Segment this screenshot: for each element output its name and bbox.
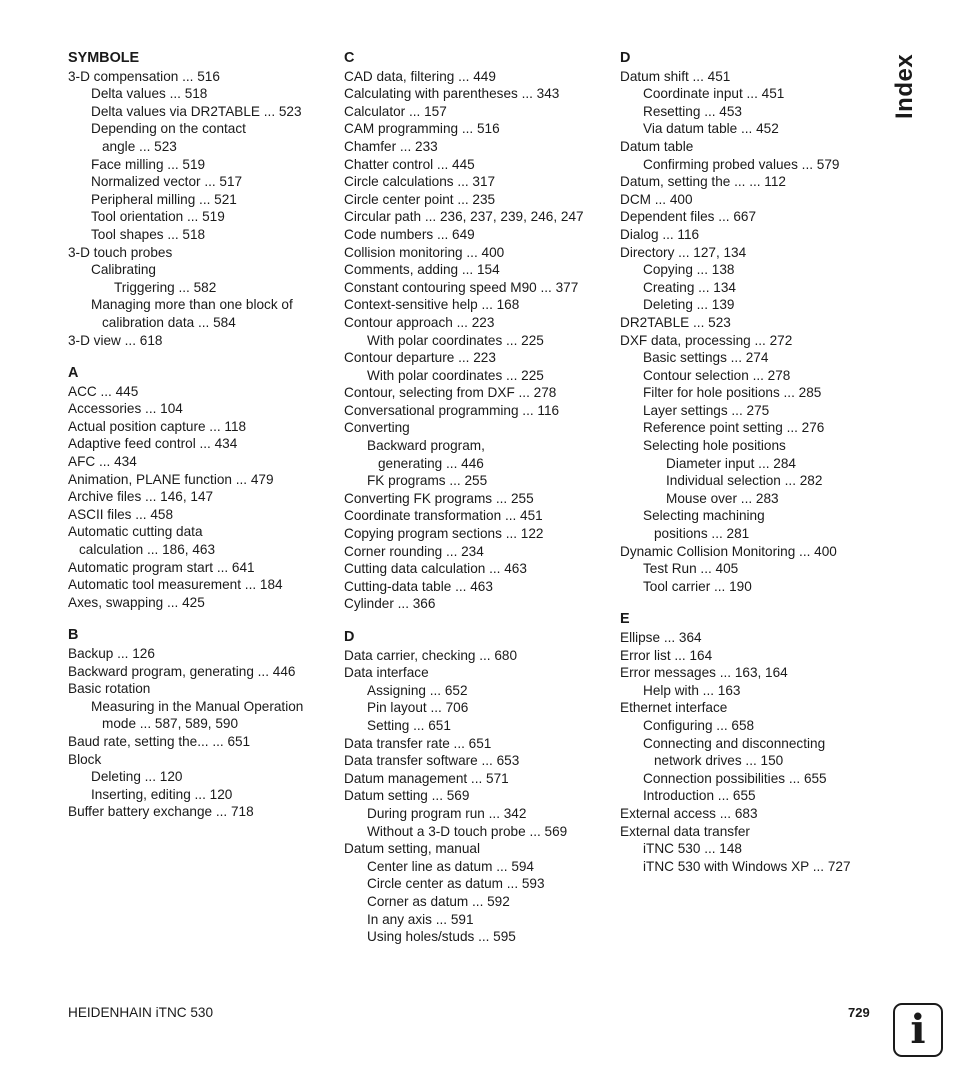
index-entry: Diameter input ... 284 <box>666 455 796 471</box>
index-entry-continuation: generating ... 446 <box>378 455 484 471</box>
index-entry: Calibrating <box>91 262 156 278</box>
index-entry: Ellipse ... 364 <box>620 630 702 645</box>
index-entry-continuation: angle ... 523 <box>102 138 177 154</box>
index-entry-continuation: positions ... 281 <box>654 526 750 542</box>
index-entry: Converting <box>344 420 410 436</box>
index-entry: Via datum table ... 452 <box>643 121 779 137</box>
info-icon: i <box>893 1003 943 1057</box>
index-entry: AFC ... 434 <box>68 454 137 470</box>
index-entry: Reference point setting ... 276 <box>643 420 825 436</box>
index-entry: Pin layout ... 706 <box>367 700 469 716</box>
index-entry: External access ... 683 <box>620 805 758 821</box>
index-entry: Context-sensitive help ... 168 <box>344 297 520 313</box>
index-entry: Backup ... 126 <box>68 646 155 661</box>
index-entry: Datum setting ... 569 <box>344 788 470 804</box>
index-entry: CAM programming ... 516 <box>344 121 500 137</box>
section-heading: A <box>68 365 79 382</box>
index-entry: Measuring in the Manual Operation <box>91 698 304 714</box>
index-entry: Error messages ... 163, 164 <box>620 665 788 681</box>
index-entry: Copying ... 138 <box>643 262 735 278</box>
index-entry: In any axis ... 591 <box>367 911 474 927</box>
section-heading: B <box>68 627 79 644</box>
index-entry: Chamfer ... 233 <box>344 138 438 154</box>
index-entry: Actual position capture ... 118 <box>68 418 247 434</box>
index-entry: Setting ... 651 <box>367 717 451 733</box>
index-entry: Confirming probed values ... 579 <box>643 156 840 172</box>
index-entry: Filter for hole positions ... 285 <box>643 385 822 401</box>
index-entry: Basic settings ... 274 <box>643 350 769 366</box>
index-entry: Automatic program start ... 641 <box>68 559 255 575</box>
index-entry: Inserting, editing ... 120 <box>91 786 233 802</box>
index-section <box>344 629 609 946</box>
index-entry: Code numbers ... 649 <box>344 226 475 242</box>
index-entry: CAD data, filtering ... 449 <box>344 68 496 84</box>
index-entry: External data transfer <box>620 823 750 839</box>
index-entry: Ethernet interface <box>620 700 728 716</box>
index-entry: Connection possibilities ... 655 <box>643 770 827 786</box>
index-entry-continuation: calibration data ... 584 <box>102 314 236 330</box>
index-entry: 3-D touch probes <box>68 244 173 260</box>
index-entry: Individual selection ... 282 <box>666 473 823 489</box>
index-entry: Test Run ... 405 <box>643 561 739 577</box>
index-entry: Automatic tool measurement ... 184 <box>68 577 283 593</box>
index-entry: Animation, PLANE function ... 479 <box>68 471 274 487</box>
index-entry: Creating ... 134 <box>643 279 736 295</box>
index-entry: Collision monitoring ... 400 <box>344 244 505 260</box>
index-entry: Contour departure ... 223 <box>344 350 496 366</box>
index-entry: Depending on the contact <box>91 121 246 137</box>
index-entry: Contour selection ... 278 <box>643 367 791 383</box>
index-entry: Datum, setting the ... ... 112 <box>620 174 786 190</box>
section-heading: E <box>620 611 630 628</box>
index-entry: Datum setting, manual <box>344 841 481 857</box>
index-entry: Datum table <box>620 138 694 154</box>
index-entry: Basic rotation <box>68 681 151 697</box>
index-entry: Comments, adding ... 154 <box>344 262 500 278</box>
index-entry: Circle center as datum ... 593 <box>367 876 545 892</box>
index-entry: Configuring ... 658 <box>643 717 755 733</box>
index-entry: Peripheral milling ... 521 <box>91 191 237 207</box>
index-entry: Calculator ... 157 <box>344 103 447 119</box>
index-entry: Cutting-data table ... 463 <box>344 578 493 594</box>
index-entry: Data transfer rate ... 651 <box>344 735 492 751</box>
index-section <box>344 50 609 613</box>
index-entry: Dependent files ... 667 <box>620 209 757 225</box>
index-entry: Coordinate transformation ... 451 <box>344 508 543 524</box>
index-entry: FK programs ... 255 <box>367 473 488 489</box>
index-entry: Tool orientation ... 519 <box>91 209 225 225</box>
index-entry: Using holes/studs ... 595 <box>367 929 516 945</box>
index-entry-continuation: network drives ... 150 <box>654 753 784 769</box>
index-entry: Datum management ... 571 <box>344 770 509 786</box>
index-entry: Backward program, generating ... 446 <box>68 663 296 679</box>
index-entry: Layer settings ... 275 <box>643 402 770 418</box>
index-entry: Circle calculations ... 317 <box>344 174 496 190</box>
index-entry: Resetting ... 453 <box>643 103 742 119</box>
index-entry: Managing more than one block of <box>91 297 293 313</box>
index-entry-continuation: calculation ... 186, 463 <box>79 542 216 558</box>
index-entry: Normalized vector ... 517 <box>91 174 243 190</box>
index-entry: ACC ... 445 <box>68 383 139 399</box>
index-entry: Datum shift ... 451 <box>620 68 731 84</box>
index-entry: Dynamic Collision Monitoring ... 400 <box>620 543 837 559</box>
index-entry: Block <box>68 751 102 767</box>
section-heading: C <box>344 50 355 66</box>
index-entry: Chatter control ... 445 <box>344 156 475 172</box>
index-entry: Selecting hole positions <box>643 438 786 454</box>
index-entry: Automatic cutting data <box>68 524 203 540</box>
index-entry: Coordinate input ... 451 <box>643 86 785 102</box>
index-entry: Cylinder ... 366 <box>344 596 436 612</box>
index-entry: Delta values via DR2TABLE ... 523 <box>91 103 302 119</box>
index-entry: Constant contouring speed M90 ... 377 <box>344 279 579 295</box>
index-entry: ASCII files ... 458 <box>68 506 174 522</box>
index-entry: Corner rounding ... 234 <box>344 543 484 559</box>
index-entry: Help with ... 163 <box>643 682 741 698</box>
page-number: 729 <box>848 1005 870 1020</box>
index-entry: Contour, selecting from DXF ... 278 <box>344 385 557 401</box>
index-entry: Contour approach ... 223 <box>344 314 495 330</box>
index-entry: DR2TABLE ... 523 <box>620 314 731 330</box>
index-entry: Archive files ... 146, 147 <box>68 489 214 505</box>
index-entry: During program run ... 342 <box>367 805 527 821</box>
index-entry: Deleting ... 139 <box>643 297 735 313</box>
index-entry: Baud rate, setting the... ... 651 <box>68 733 251 749</box>
section-heading: D <box>620 50 631 66</box>
index-entry: 3-D view ... 618 <box>68 332 163 348</box>
index-entry-continuation: mode ... 587, 589, 590 <box>102 716 239 732</box>
index-entry: Triggering ... 582 <box>114 279 217 295</box>
index-entry: Backward program, <box>367 438 485 454</box>
index-section <box>68 365 328 611</box>
index-column-1 <box>68 50 328 837</box>
index-entry: Introduction ... 655 <box>643 788 756 804</box>
index-entry: Circle center point ... 235 <box>344 191 496 207</box>
index-entry: Circular path ... 236, 237, 239, 246, 247 <box>344 209 584 225</box>
index-entry: Directory ... 127, 134 <box>620 244 747 260</box>
index-entry: Dialog ... 116 <box>620 226 700 242</box>
index-entry: Connecting and disconnecting <box>643 735 826 751</box>
index-entry: Accessories ... 104 <box>68 401 183 417</box>
index-entry: Deleting ... 120 <box>91 769 183 785</box>
index-section <box>620 50 880 595</box>
index-entry: iTNC 530 with Windows XP ... 727 <box>643 858 851 874</box>
index-entry: DCM ... 400 <box>620 191 693 207</box>
index-entry: 3-D compensation ... 516 <box>68 68 220 84</box>
index-entry: DXF data, processing ... 272 <box>620 332 793 348</box>
index-column-2 <box>344 50 609 962</box>
index-entry: Face milling ... 519 <box>91 156 206 172</box>
index-entry: Mouse over ... 283 <box>666 490 779 506</box>
index-section <box>620 611 880 875</box>
index-entry: Center line as datum ... 594 <box>367 858 534 874</box>
index-entry: Buffer battery exchange ... 718 <box>68 804 254 820</box>
index-entry: Calculating with parentheses ... 343 <box>344 86 560 102</box>
index-entry: iTNC 530 ... 148 <box>643 841 742 857</box>
index-side-title: Index <box>891 53 918 119</box>
index-entry: Tool shapes ... 518 <box>91 226 206 242</box>
index-section <box>68 627 328 821</box>
index-entry: Delta values ... 518 <box>91 86 208 102</box>
index-entry: Copying program sections ... 122 <box>344 526 544 542</box>
section-heading: D <box>344 629 355 645</box>
index-entry: Without a 3-D touch probe ... 569 <box>367 823 568 839</box>
index-entry: Adaptive feed control ... 434 <box>68 436 238 452</box>
index-entry: Data transfer software ... 653 <box>344 753 520 769</box>
index-entry: Selecting machining <box>643 508 765 524</box>
index-entry: Data interface <box>344 665 429 681</box>
section-heading: SYMBOLE <box>68 50 140 66</box>
index-entry: Data carrier, checking ... 680 <box>344 647 518 663</box>
index-entry: Axes, swapping ... 425 <box>68 594 205 610</box>
index-entry: Converting FK programs ... 255 <box>344 490 534 506</box>
index-entry: With polar coordinates ... 225 <box>367 332 544 348</box>
index-column-3 <box>620 50 880 891</box>
index-entry: With polar coordinates ... 225 <box>367 367 544 383</box>
index-entry: Tool carrier ... 190 <box>643 578 752 594</box>
index-entry: Conversational programming ... 116 <box>344 402 560 418</box>
index-section <box>68 50 328 349</box>
index-entry: Error list ... 164 <box>620 647 713 663</box>
index-entry: Assigning ... 652 <box>367 682 468 698</box>
footer-product-name: HEIDENHAIN iTNC 530 <box>68 1005 214 1020</box>
index-entry: Corner as datum ... 592 <box>367 893 510 909</box>
index-entry: Cutting data calculation ... 463 <box>344 561 527 577</box>
